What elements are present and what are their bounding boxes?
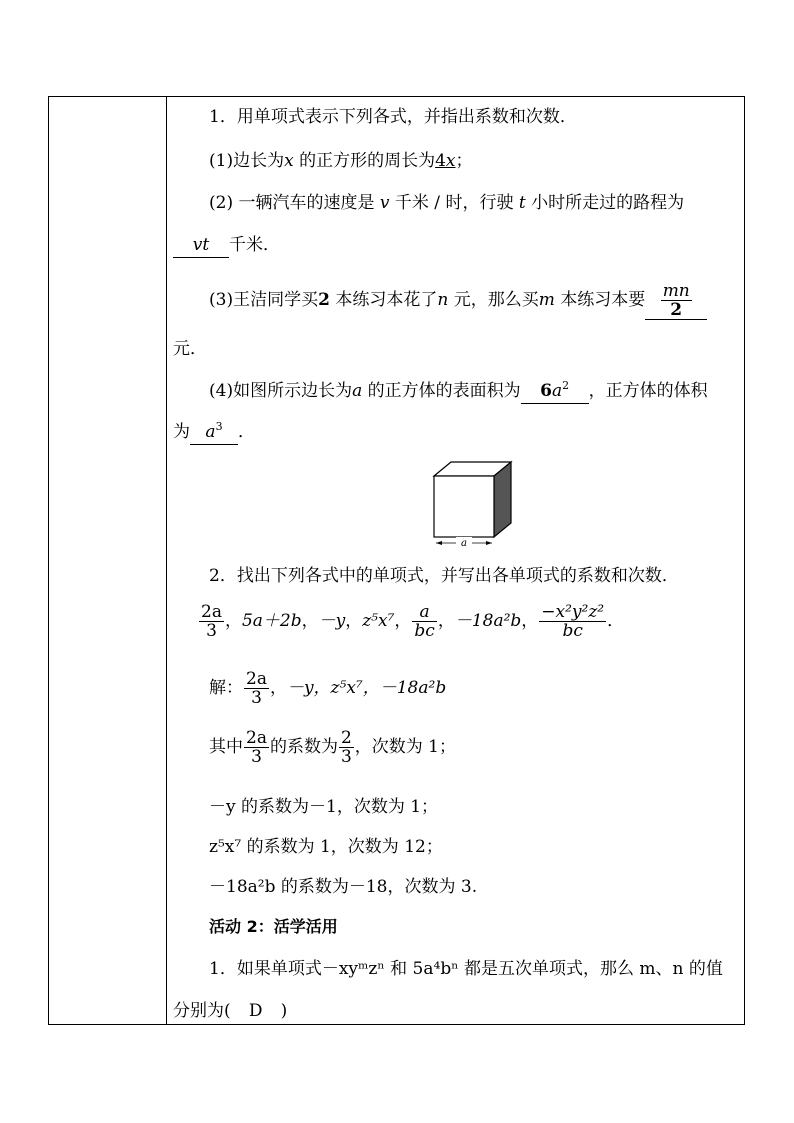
- q1-part2-answer: vt: [173, 233, 229, 258]
- activity2-q1-answer: D: [248, 1001, 263, 1021]
- cube-side-face: [494, 462, 511, 537]
- q2-result2: －y 的系数为－1，次数为 1；: [209, 797, 439, 817]
- q1-part1: (1)边长为x 的正方形的周长为4x；: [209, 151, 473, 171]
- q1-part3: (3)王洁同学买2 本练习本花了n 元，那么买m 本练习本要 $\frac{mn}{2}$: [173, 282, 736, 320]
- q1-part2-line2: vt 千米．: [173, 233, 736, 258]
- q1-title: 1．用单项式表示下列各式，并指出系数和次数．: [209, 107, 577, 127]
- q1-part4-answer1: $6a^2$: [521, 379, 589, 404]
- activity2-q1-line1: 1．如果单项式－xyᵐzⁿ 和 5a⁴bⁿ 都是五次单项式，那么 m、n 的值: [209, 959, 723, 979]
- content-cell: [167, 97, 744, 1024]
- q2-expressions: $\frac{2a}{3}$ ，5a＋2b，－y，z⁵x⁷， $\frac{a}{bc}$ ，－18a²b， $\frac{\text{−x²y²z²}}{bc}$ ．: [201, 602, 625, 641]
- q2-title: 2．找出下列各式中的单项式，并写出各单项式的系数和次数．: [209, 566, 679, 586]
- dimension-arrow-left: [436, 541, 442, 545]
- activity2-q1-line2: 分别为( D ): [173, 1001, 288, 1021]
- q1-part3-line2: 元．: [173, 339, 207, 359]
- q1-part4: (4)如图所示边长为a 的正方体的表面积为 $6a^2$ ，正方体的体积: [173, 379, 736, 404]
- q1-part3-answer: $\frac{mn}{2}$: [645, 282, 707, 320]
- dimension-label: a: [461, 538, 467, 547]
- q2-solution: 解： $\frac{2a}{3}$ ，－y，z⁵x⁷，－18a²b: [209, 669, 447, 708]
- q2-result3: z⁵x⁷ 的系数为 1，次数为 12；: [209, 837, 443, 857]
- cube-front-face: [434, 476, 494, 537]
- q1-part1-answer: 4x: [435, 151, 456, 171]
- cube-figure: [431, 459, 515, 547]
- dimension-arrow-right: [486, 541, 492, 545]
- lesson-table: [48, 96, 745, 1025]
- q1-part4-answer2: $a^3$: [190, 420, 238, 445]
- q2-result4: －18a²b 的系数为－18，次数为 3.: [209, 877, 478, 897]
- q1-part2: (2) 一辆汽车的速度是 v 千米 / 时，行驶 t 小时所走过的路程为: [209, 193, 685, 213]
- q2-result1: 其中 $\frac{2a}{3}$ 的系数为 $\frac{2}{3}$ ，次数为 1；: [209, 728, 457, 767]
- q1-part4-line2: 为 $a^3$ ．: [173, 420, 736, 445]
- activity2-heading: 活动 2：活学活用: [209, 917, 338, 936]
